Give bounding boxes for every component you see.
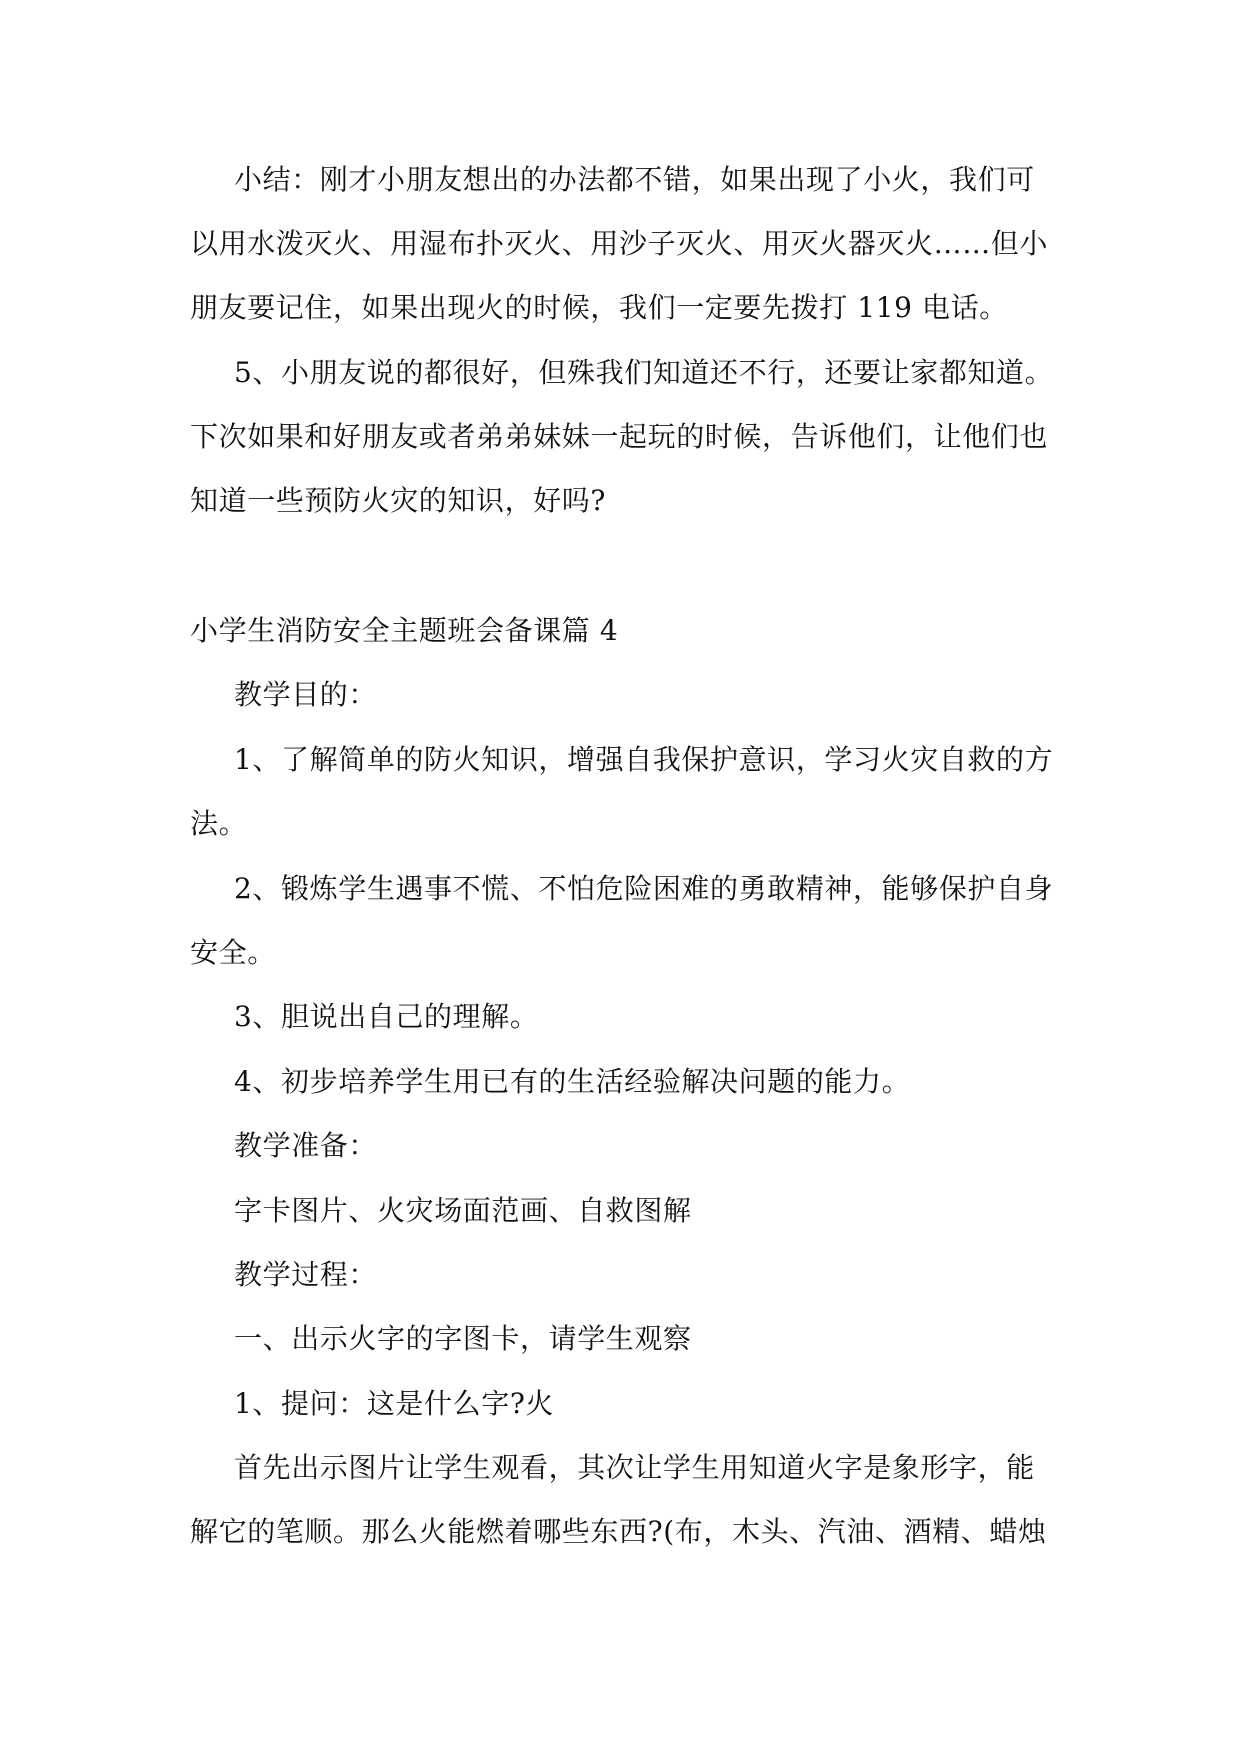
section-heading: 小学生消防安全主题班会备课篇 4 xyxy=(190,614,619,647)
teaching-goals-heading: 教学目的： xyxy=(234,678,378,711)
process-paragraph-line-1: 首先出示图片让学生观看，其次让学生用知道火字是象形字，能 xyxy=(234,1451,1035,1484)
goal-2-line-1: 2、锻炼学生遇事不慌、不怕危险困难的勇敢精神，能够保护自身 xyxy=(234,872,1054,905)
goal-4: 4、初步培养学生用已有的生活经验解决问题的能力。 xyxy=(234,1065,911,1098)
goal-1-line-1: 1、了解简单的防火知识，增强自我保护意识，学习火灾自救的方 xyxy=(234,743,1054,776)
preparation-heading: 教学准备： xyxy=(234,1129,378,1162)
summary-line-1: 小结：刚才小朋友想出的办法都不错，如果出现了小火，我们可 xyxy=(234,163,1035,196)
process-heading: 教学过程： xyxy=(234,1258,378,1291)
preparation-items: 字卡图片、火灾场面范画、自救图解 xyxy=(234,1194,692,1227)
process-paragraph-line-2: 解它的笔顺。那么火能燃着哪些东西?(布，木头、汽油、酒精、蜡烛 xyxy=(190,1515,1047,1548)
point-5-line-2: 下次如果和好朋友或者弟弟妹妹一起玩的时候，告诉他们，让他们也 xyxy=(190,420,1049,453)
goal-2-line-2: 安全。 xyxy=(190,936,276,969)
point-5-line-1: 5、小朋友说的都很好，但殊我们知道还不行，还要让家都知道。 xyxy=(234,356,1054,389)
process-step-1: 一、出示火字的字图卡，请学生观察 xyxy=(234,1322,692,1355)
process-question-1: 1、提问：这是什么字?火 xyxy=(234,1387,555,1420)
goal-3: 3、胆说出自己的理解。 xyxy=(234,1000,539,1033)
point-5-line-3: 知道一些预防火灾的知识，好吗? xyxy=(190,484,607,517)
goal-1-line-2: 法。 xyxy=(190,807,248,840)
summary-line-3: 朋友要记住，如果出现火的时候，我们一定要先拨打 119 电话。 xyxy=(190,291,1008,324)
summary-line-2: 以用水泼灭火、用湿布扑灭火、用沙子灭火、用灭火器灭火……但小 xyxy=(190,227,1049,260)
